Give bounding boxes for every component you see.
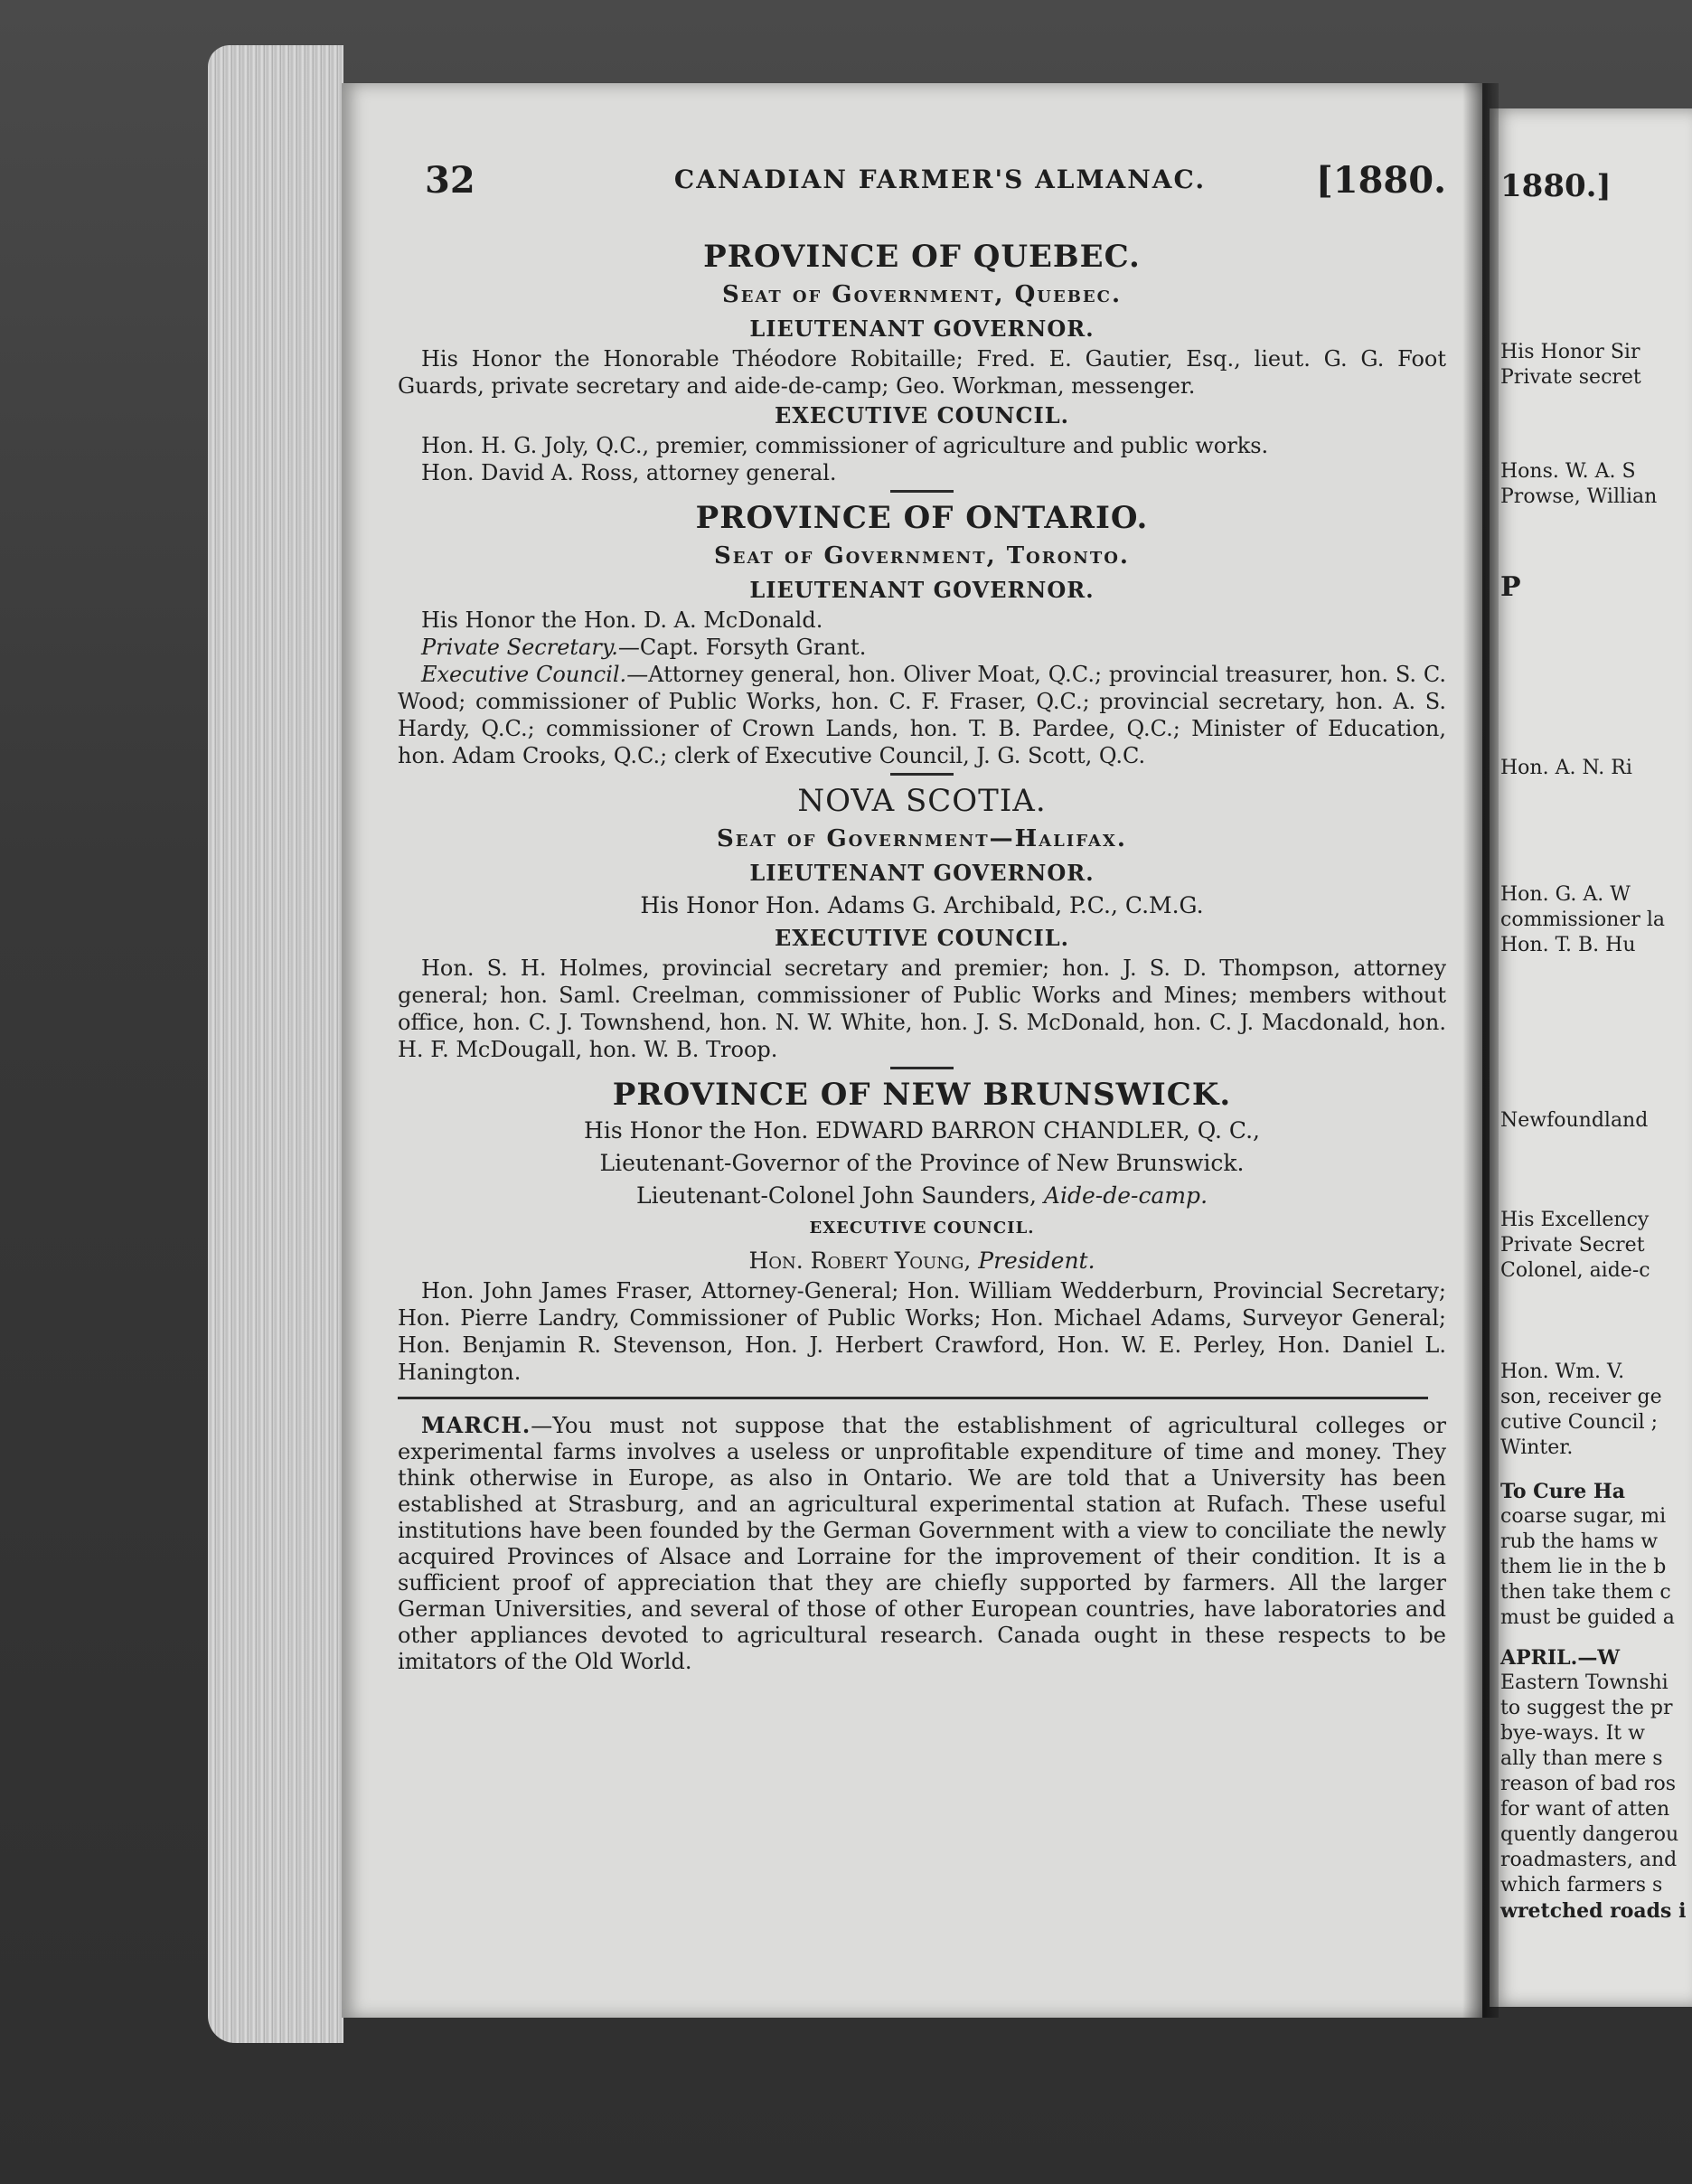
section-divider xyxy=(890,490,954,493)
nova-scotia-ec-text: Hon. S. H. Holmes, provincial secretary and premier; hon. J. S. D. Thompson, attorney general; hon. Saml. Creelman, commissioner of Public Works and Mines; members without office, hon. C. J. Townshend, hon. N. W. White, hon. J. S. McDonald, hon. C. J. Macdonald, hon. H. F. McDougall, hon. W. B. Troop. xyxy=(398,956,1446,1062)
right-page-fragment: ally than mere s xyxy=(1500,1747,1663,1770)
ontario-executive-council xyxy=(398,661,1446,769)
right-page-fragment: then take them c xyxy=(1500,1581,1671,1604)
new-brunswick-line-2: Lieutenant-Governor of the Province of New Brunswick. xyxy=(599,1150,1245,1176)
right-page-fragment: Hon. T. B. Hu xyxy=(1500,934,1636,956)
right-page-fragment: His Excellency xyxy=(1500,1209,1650,1231)
right-page-fragment: His Honor Sir xyxy=(1500,341,1640,363)
right-page-fragment: Colonel, aide-c xyxy=(1500,1259,1650,1282)
right-page-fragment: for want of atten xyxy=(1500,1798,1670,1821)
right-page-fragment: to suggest the pr xyxy=(1500,1697,1673,1719)
right-page-fragment: quently dangerou xyxy=(1500,1823,1679,1846)
right-page-year: 1880.] xyxy=(1500,168,1612,204)
right-page-fragment: coarse sugar, mi xyxy=(1500,1505,1667,1528)
march-paragraph xyxy=(398,1412,1446,1675)
president-name: Hon. Robert Young, xyxy=(748,1247,979,1274)
running-head xyxy=(425,159,1455,213)
nova-scotia-ec-heading: EXECUTIVE COUNCIL. xyxy=(774,925,1070,951)
new-brunswick-heading: PROVINCE OF NEW BRUNSWICK. xyxy=(612,1077,1232,1113)
right-page-fragment: To Cure Ha xyxy=(1500,1480,1625,1503)
new-brunswick-line-1: His Honor the Hon. EDWARD BARRON CHANDLER, Q. C., xyxy=(584,1117,1260,1144)
nova-scotia-heading: NOVA SCOTIA. xyxy=(797,783,1047,819)
ontario-lg-line: His Honor the Hon. D. A. McDonald. xyxy=(421,607,823,633)
ontario-heading: PROVINCE OF ONTARIO. xyxy=(695,500,1149,536)
quebec-heading: PROVINCE OF QUEBEC. xyxy=(703,239,1141,275)
march-divider xyxy=(398,1397,1428,1399)
right-page-fragment: must be guided a xyxy=(1500,1606,1675,1629)
quebec-ec-line-1: Hon. H. G. Joly, Q.C., premier, commissioner of agriculture and public works. xyxy=(421,433,1269,458)
section-divider xyxy=(890,1067,954,1069)
nova-scotia-seat: Seat of Government—Halifax. xyxy=(717,825,1127,852)
right-page xyxy=(1490,108,1692,2007)
right-page-fragment: Winter. xyxy=(1500,1436,1574,1459)
section-divider xyxy=(890,773,954,776)
right-page-fragment: reason of bad ros xyxy=(1500,1773,1677,1795)
right-page-fragment: Private secret xyxy=(1500,366,1641,389)
march-text: —You must not suppose that the establishment of agricultural colleges or experimental farms involves a useless or unprofitable expenditure of time and money. They think otherwise in Europe, as also in Ontario. We are told that a University has been established at Strasburg, and an agricultural experimental station at Rufach. These useful institutions have been founded by the German Government with a view to conciliate the newly acquired Provinces of Alsace and Lorraine for the improvement of their condition. It is a sufficient proof of appreciation that they are chiefly supported by farmers. All the larger German Universities, and several of those of other European countries, have laboratories and other appliances devoted to agricultural research. Canada ought in these respects to be imitators of the Old World. xyxy=(398,1413,1446,1674)
right-page-fragment: Prowse, Willian xyxy=(1500,485,1658,508)
right-page-fragment: Hon. Wm. V. xyxy=(1500,1360,1625,1383)
new-brunswick-ec-text: Hon. John James Fraser, Attorney-General; Hon. William Wedderburn, Provincial Secretary; Hon. Pierre Landry, Commissioner of Public Works; Hon. Michael Adams, Surveyor General; Hon. Benjamin R. Stevenson, Hon. J. Herbert Crawford, Hon. W. E. Perley, Hon. Daniel L. Hanington. xyxy=(398,1278,1446,1385)
right-page-fragment: wretched roads i xyxy=(1500,1899,1687,1923)
right-page-fragment: Eastern Townshi xyxy=(1500,1671,1668,1694)
right-page-fragment: bye-ways. It w xyxy=(1500,1722,1645,1745)
new-brunswick-ec-heading: EXECUTIVE COUNCIL. xyxy=(809,1219,1035,1238)
running-title: CANADIAN FARMER'S ALMANAC. xyxy=(673,165,1207,194)
book-page-edges xyxy=(208,45,343,2043)
right-page-fragment: Private Secret xyxy=(1500,1234,1645,1257)
right-page-fragment: rub the hams w xyxy=(1500,1530,1659,1553)
section-nova-scotia xyxy=(398,781,1446,1063)
quebec-ec-heading: EXECUTIVE COUNCIL. xyxy=(774,402,1070,428)
section-ontario xyxy=(398,498,1446,769)
left-page-content xyxy=(398,237,1446,1675)
president-title: President. xyxy=(978,1247,1095,1274)
right-page-fragment: commissioner la xyxy=(1500,908,1666,931)
section-new-brunswick xyxy=(398,1075,1446,1386)
ontario-seat: Seat of Government, Toronto. xyxy=(714,542,1130,570)
new-brunswick-president xyxy=(398,1245,1446,1277)
ontario-lg-heading: LIEUTENANT GOVERNOR. xyxy=(749,577,1095,603)
section-march xyxy=(398,1412,1446,1675)
ontario-ps-label: Private Secretary. xyxy=(421,635,618,660)
right-page-fragment: them lie in the b xyxy=(1500,1556,1667,1578)
page-number: 32 xyxy=(425,159,475,202)
march-label: MARCH. xyxy=(421,1412,531,1438)
aide-de-camp-title: Aide-de-camp. xyxy=(1043,1182,1208,1209)
right-page-fragment: roadmasters, and xyxy=(1500,1849,1678,1871)
section-quebec xyxy=(398,237,1446,486)
quebec-ec-line-2: Hon. David A. Ross, attorney general. xyxy=(421,460,837,485)
ontario-ec-label: Executive Council. xyxy=(421,662,627,687)
right-page-fragment: Hon. A. N. Ri xyxy=(1500,757,1632,779)
right-page-fragment: which farmers s xyxy=(1500,1874,1663,1897)
running-year: [1880. xyxy=(1315,159,1446,202)
ontario-ec-text: —Attorney general, hon. Oliver Moat, Q.C.; provincial treasurer, hon. S. C. Wood; commissioner of Public Works, hon. C. F. Fraser, Q.C.; provincial secretary, hon. A. S. Hardy, Q.C.; commissioner of Crown Lands, hon. T. B. Pardee, Q.C.; Minister of Education, hon. Adam Crooks, Q.C.; clerk of Executive Council, J. G. Scott, Q.C. xyxy=(398,662,1446,768)
ontario-ps-text: —Capt. Forsyth Grant. xyxy=(617,635,867,660)
right-page-fragment: APRIL.—W xyxy=(1500,1646,1621,1670)
right-page-fragment: Hons. W. A. S xyxy=(1500,460,1636,483)
nova-scotia-lg-line: His Honor Hon. Adams G. Archibald, P.C., C.M.G. xyxy=(640,892,1204,918)
right-page-fragment: son, receiver ge xyxy=(1500,1386,1662,1408)
right-page-fragment: P xyxy=(1500,571,1521,603)
quebec-lg-heading: LIEUTENANT GOVERNOR. xyxy=(749,315,1095,342)
right-page-fragment: Newfoundland xyxy=(1500,1109,1649,1132)
right-page-fragment: cutive Council ; xyxy=(1500,1411,1659,1434)
book-gutter-shadow xyxy=(1462,83,1499,2018)
right-page-fragment: Hon. G. A. W xyxy=(1500,883,1631,906)
aide-de-camp-name: Lieutenant-Colonel John Saunders, xyxy=(635,1182,1044,1209)
nova-scotia-lg-heading: LIEUTENANT GOVERNOR. xyxy=(749,860,1095,886)
ontario-private-secretary xyxy=(398,634,1446,661)
quebec-seat: Seat of Government, Quebec. xyxy=(721,281,1123,308)
new-brunswick-line-3 xyxy=(398,1180,1446,1212)
quebec-lg-text: His Honor the Honorable Théodore Robitaille; Fred. E. Gautier, Esq., lieut. G. G. Foot Guards, private secretary and aide-de-camp; Geo. Workman, messenger. xyxy=(398,346,1446,399)
